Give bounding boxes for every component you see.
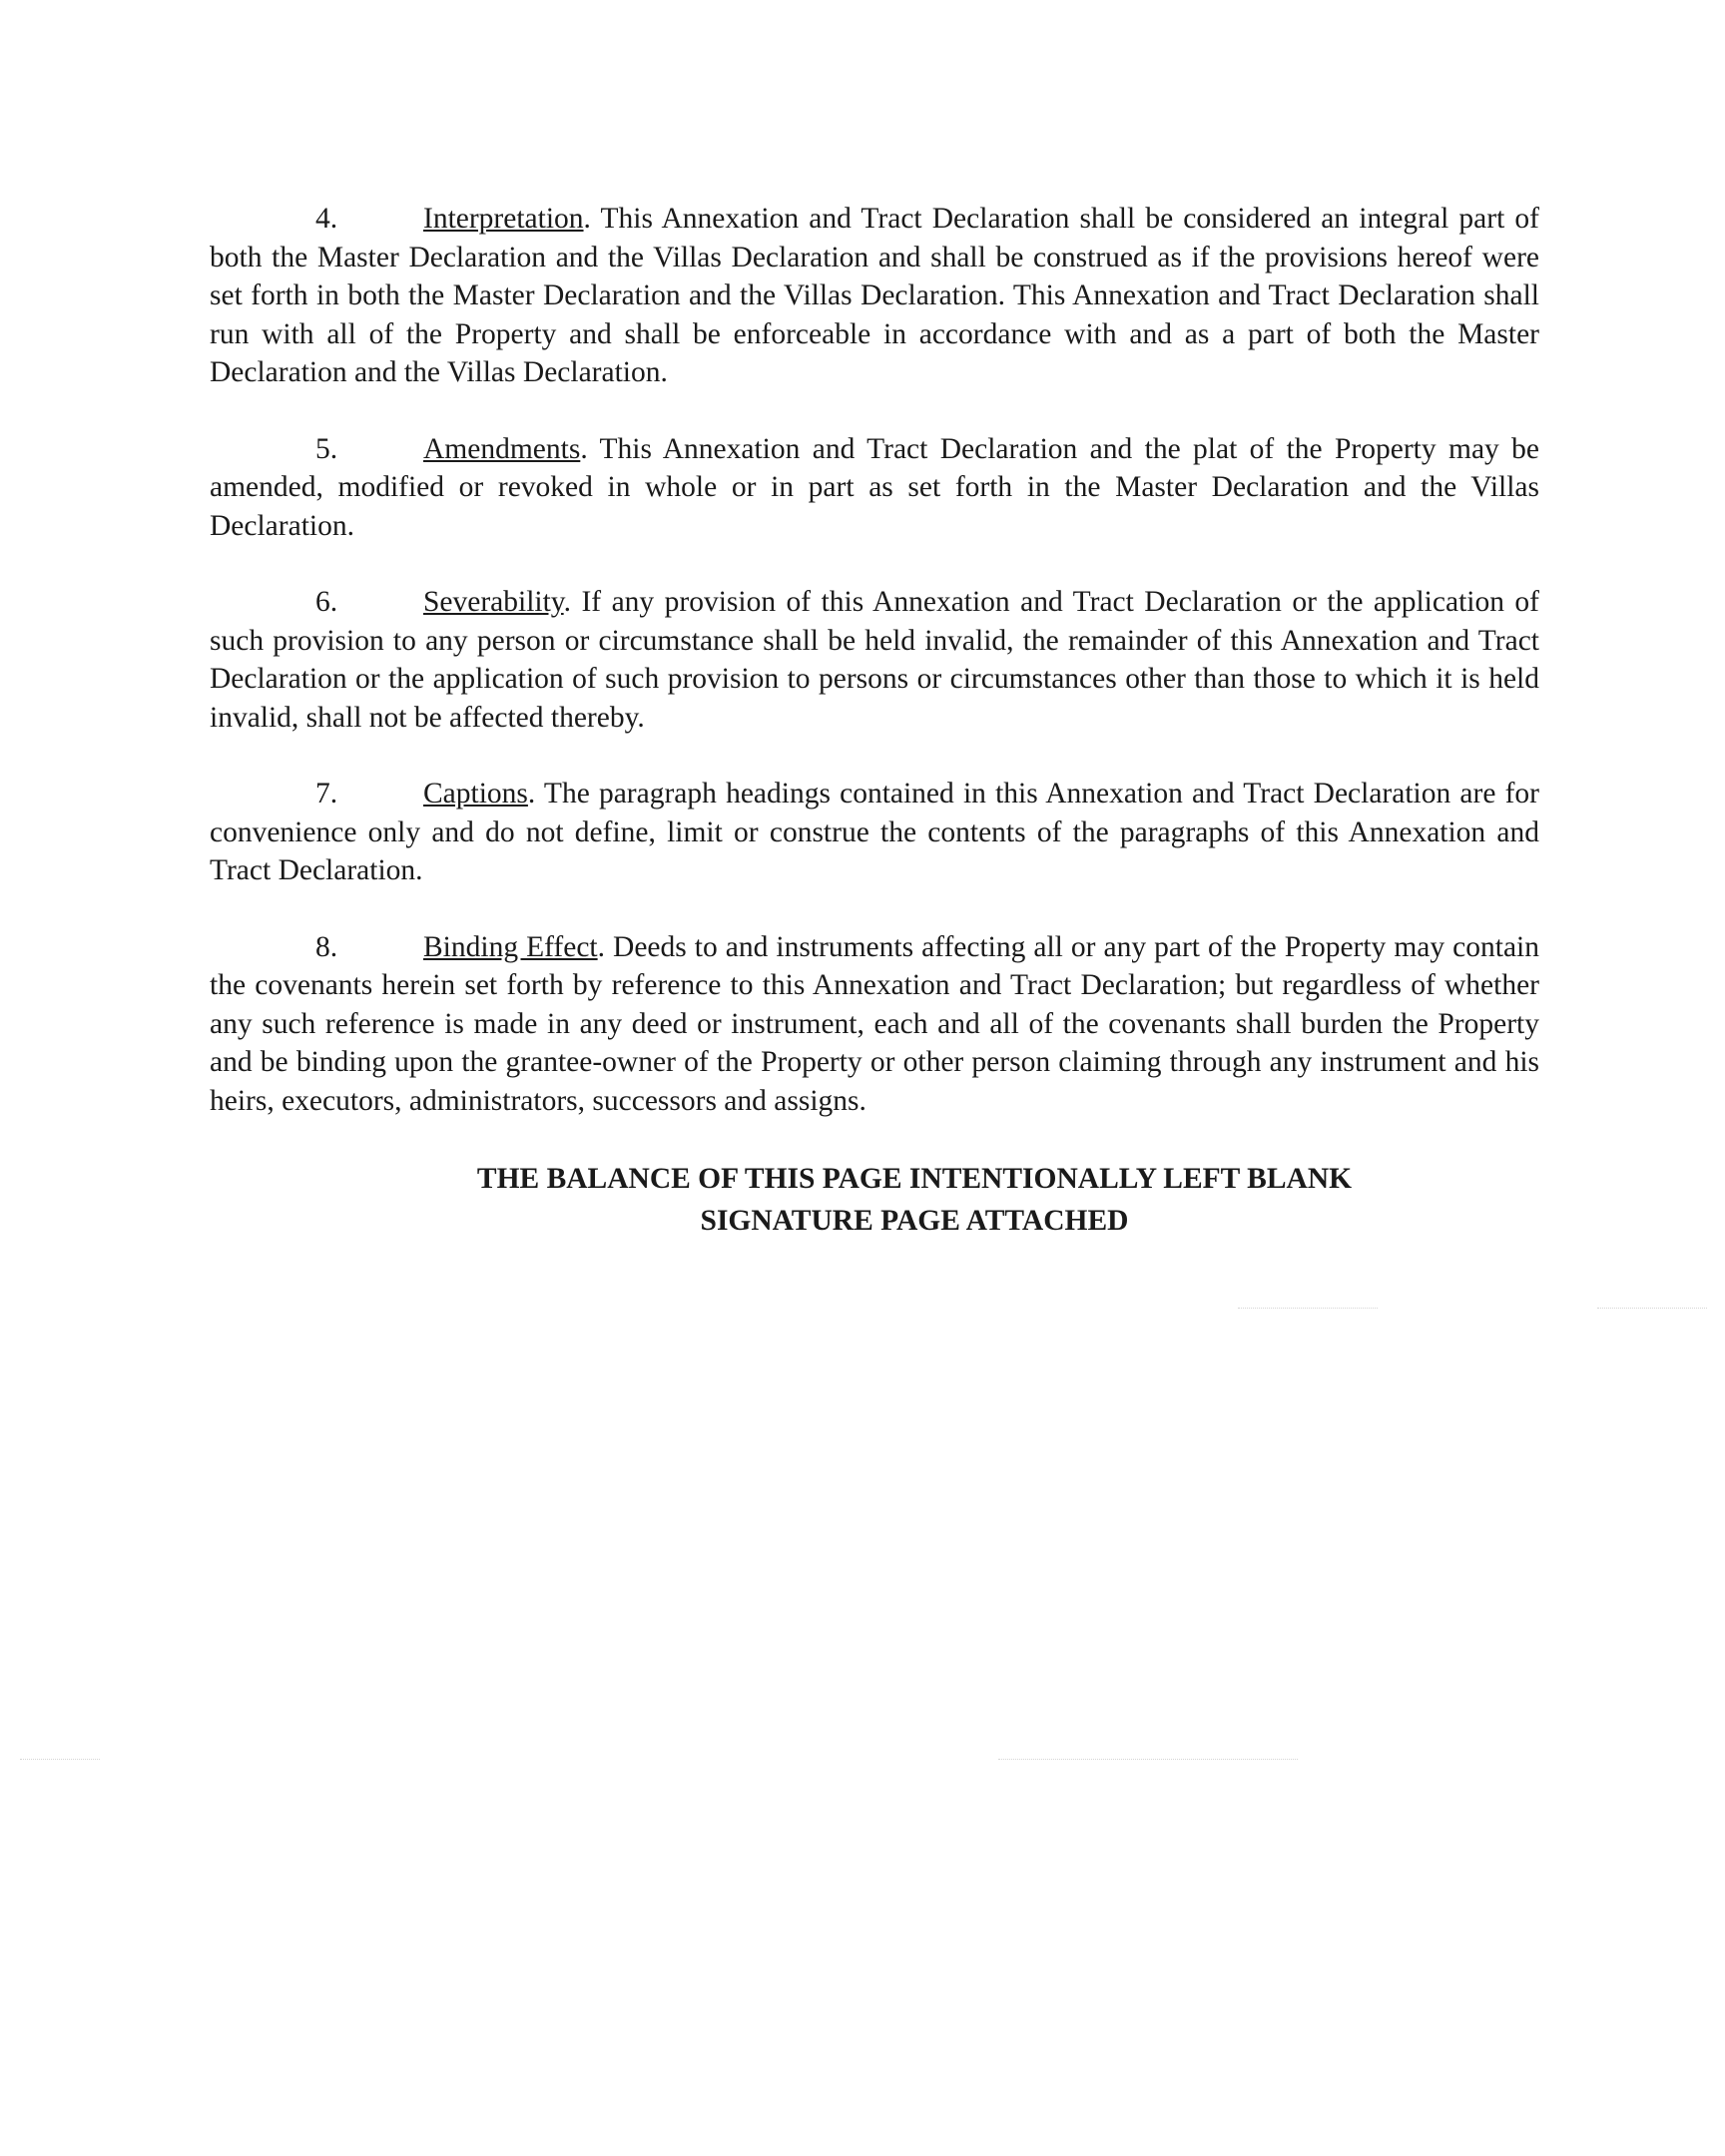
- scan-artifact: [1238, 1308, 1378, 1309]
- paragraph-text: . The paragraph headings contained in this Annexation and Tract Declaration are for convenience only and do not define, limit or construe the contents of the paragraphs of this Annexation and Tract Declaration.: [210, 778, 1539, 886]
- closing-notice: [210, 1158, 1539, 1242]
- paragraph-heading: Captions: [423, 778, 528, 809]
- paragraph-text: . This Annexation and Tract Declaration and the plat of the Property may be amended, modified or revoked in whole or in part as set forth in the Master Declaration and the Villas Declaration.: [210, 432, 1539, 542]
- scan-artifact: [20, 1759, 100, 1760]
- paragraph-heading: Amendments: [423, 432, 581, 465]
- scan-artifact: [1597, 1308, 1707, 1309]
- paragraph-text: . This Annexation and Tract Declaration shall be considered an integral part of both the Master Declaration and the Villas Declaration and shall be construed as if the provisions hereof were set forth in both the Master Declaration and the Villas Declaration. This Annexation and Tract Declaration shall run with all of the Property and shall be enforceable in accordance with and as a part of both the Master Declaration and the Villas Declaration.: [210, 203, 1539, 388]
- paragraph-heading: Severability: [423, 586, 564, 618]
- closing-line-blank: THE BALANCE OF THIS PAGE INTENTIONALLY LEFT BLANK: [476, 1163, 1353, 1195]
- closing-line-signature: SIGNATURE PAGE ATTACHED: [700, 1205, 1129, 1237]
- paragraph-heading: Interpretation: [423, 203, 584, 235]
- paragraph-captions: [210, 775, 1539, 890]
- paragraph-number: 7.: [315, 778, 338, 809]
- paragraph-number: 4.: [315, 203, 338, 235]
- paragraph-severability: [210, 583, 1539, 737]
- scan-artifact: [998, 1759, 1298, 1760]
- paragraph-heading: Binding Effect: [423, 930, 598, 963]
- paragraph-amendments: [210, 430, 1539, 546]
- paragraph-text: . Deeds to and instruments affecting all or any part of the Property may contain the covenants herein set forth by reference to this Annexation and Tract Declaration; but regardless of whether any such reference is made in any deed or instrument, each and all of the covenants shall burden the Property and be binding upon the grantee-owner of the Property or other person claiming through any instrument and his heirs, executors, administrators, successors and assigns.: [210, 930, 1539, 1117]
- paragraph-number: 8.: [315, 930, 338, 963]
- paragraph-interpretation: [210, 200, 1539, 392]
- document-body: [210, 200, 1539, 1242]
- paragraph-number: 5.: [315, 432, 338, 465]
- paragraph-number: 6.: [315, 586, 338, 618]
- paragraph-text: . If any provision of this Annexation and Tract Declaration or the application of such provision to any person or circumstance shall be held invalid, the remainder of this Annexation and Tract Declaration or the application of such provision to persons or circumstances other than those to which it is held invalid, shall not be affected thereby.: [210, 586, 1539, 734]
- paragraph-binding-effect: [210, 928, 1539, 1121]
